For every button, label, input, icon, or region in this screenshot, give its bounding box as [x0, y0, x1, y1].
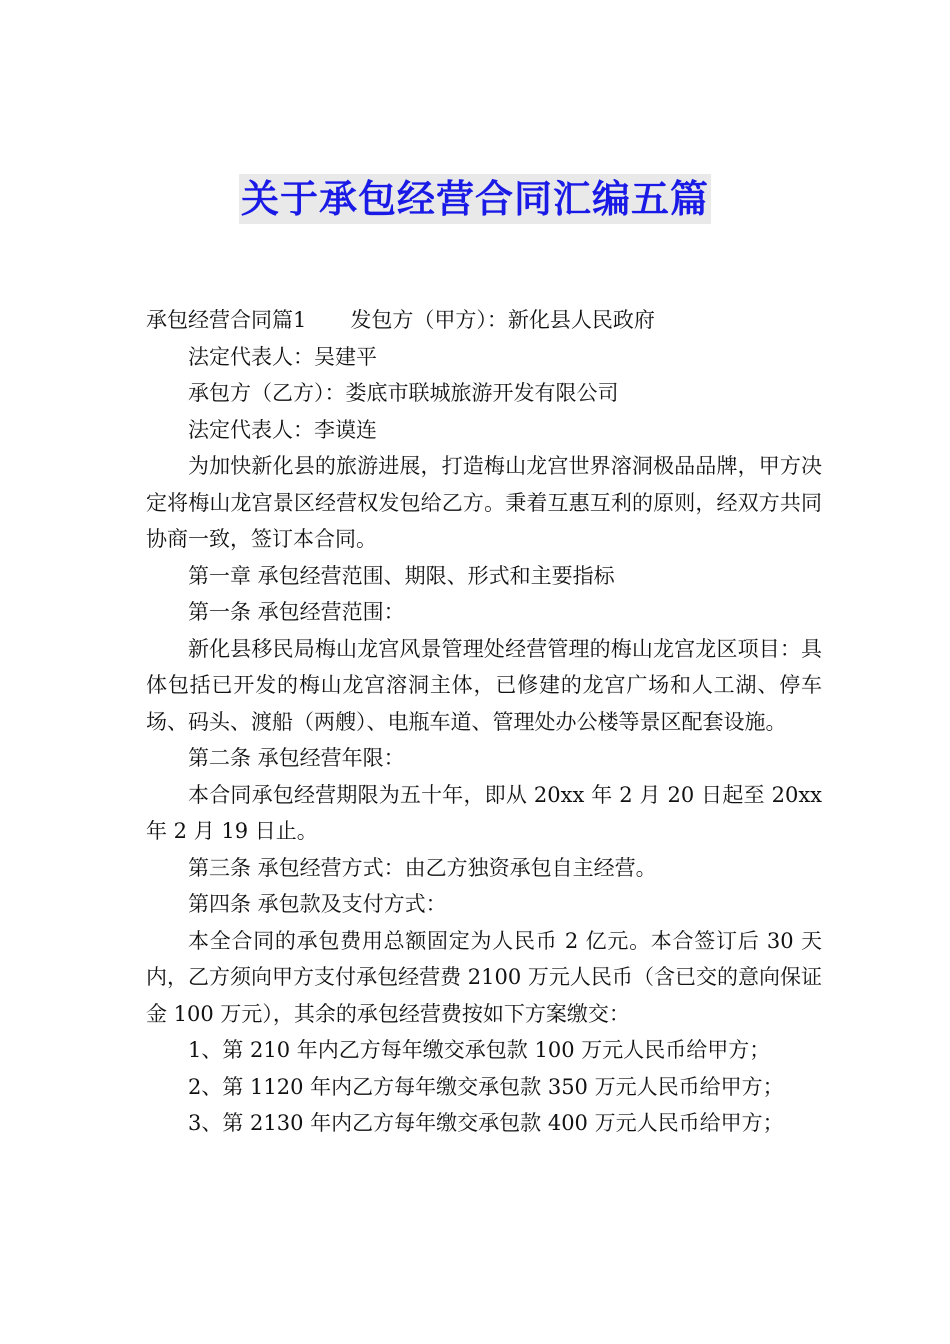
paragraph: 第三条 承包经营方式：由乙方独资承包自主经营。 [188, 855, 657, 880]
document-title: 关于承包经营合同汇编五篇 [239, 174, 711, 224]
paragraph: 本全合同的承包费用总额固定为人民币 2 亿元。本合签订后 30 天内，乙方须向甲方支付承包经营费 2100 万元人民币（含已交的意向保证金 100 万元），其余的承包经营费按如下方案缴交： [146, 928, 823, 1026]
first-line [146, 302, 822, 339]
list-item: 2、第 1120 年内乙方每年缴交承包款 350 万元人民币给甲方； [188, 1074, 784, 1099]
paragraph: 法定代表人：李谟连 [188, 417, 377, 442]
section-heading: 承包经营合同篇1 [146, 308, 307, 332]
paragraph: 为加快新化县的旅游进展，打造梅山龙宫世界溶洞极品品牌，甲方决定将梅山龙宫景区经营权发包给乙方。秉着互惠互利的原则，经双方共同协商一致，签订本合同。 [146, 454, 822, 551]
document-body [146, 302, 822, 1142]
article-heading: 第二条 承包经营年限： [188, 746, 405, 770]
article-heading: 第四条 承包款及支付方式： [188, 892, 447, 916]
list-item: 1、第 210 年内乙方每年缴交承包款 100 万元人民币给甲方； [188, 1038, 771, 1062]
chapter-heading: 第一章 承包经营范围、期限、形式和主要指标 [188, 563, 615, 588]
paragraph: 本合同承包经营期限为五十年，即从 20xx 年 2 月 20 日起至 20xx 年 2 月 19 日止。 [146, 782, 822, 843]
paragraph: 法定代表人：吴建平 [188, 344, 377, 369]
article-heading: 第一条 承包经营范围： [188, 600, 405, 624]
list-item: 3、第 2130 年内乙方每年缴交承包款 400 万元人民币给甲方； [188, 1111, 784, 1135]
paragraph: 新化县移民局梅山龙宫风景管理处经营管理的梅山龙宫龙区项目：具体包括已开发的梅山龙宫溶洞主体，已修建的龙宫广场和人工湖、停车场、码头、渡船（两艘）、电瓶车道、管理处办公楼等景区配套设施。 [146, 636, 822, 734]
first-line-text: 发包方（甲方）：新化县人民政府 [350, 308, 655, 332]
paragraph: 承包方（乙方）：娄底市联城旅游开发有限公司 [188, 381, 619, 405]
document-title-container [0, 174, 950, 224]
